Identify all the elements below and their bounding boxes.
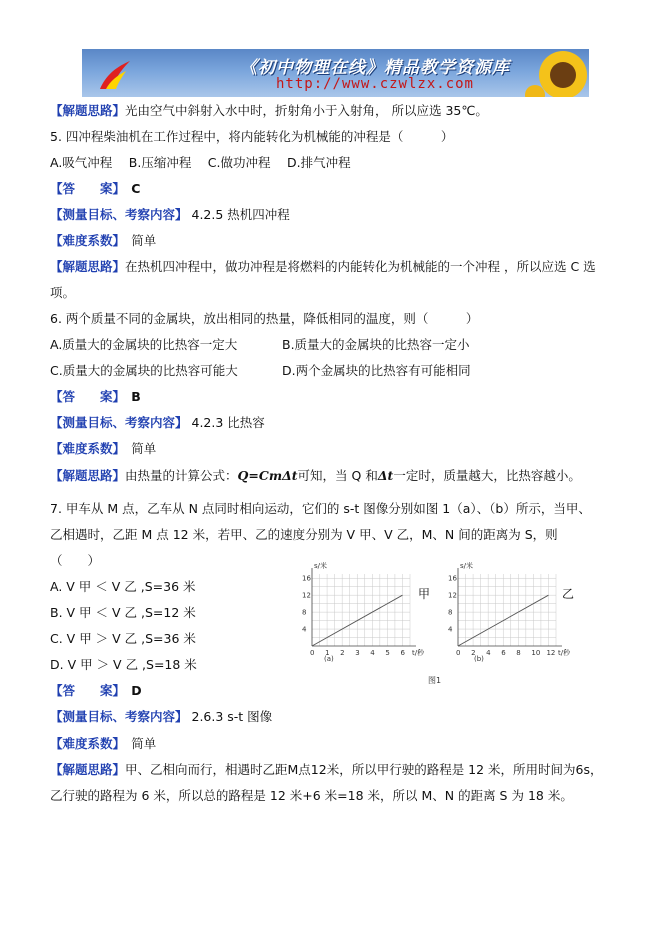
chart-b-x-tick: 10 [531,649,541,657]
chart-b-sub: (b) [474,655,484,663]
chart-a-y-tick: 4 [302,625,307,634]
chart-b-x-tick: 0 [456,649,461,657]
logo-icon [96,55,136,93]
q7-explanation-cont: 乙行驶的路程为 6 米，所以总的路程是 12 米+6 米=18 米，所以 M、N 的距离 S 为 18 米。 [50,788,573,803]
q7-explanation: 【解题思路】甲、乙相向而行，相遇时乙距M点12米，所以甲行驶的路程是 12 米，所用时间为6s， [50,762,603,777]
chart-b-x-tick: 4 [486,649,491,657]
chart-a-y-tick: 16 [302,574,311,583]
chart-a-label: 甲 [418,587,431,601]
chart-a-x-tick: 4 [370,649,375,657]
chart-b-x-tick: 8 [516,649,521,657]
q5-answer: 【答 案】 C [50,181,141,196]
q7-stem-3: （ ） [50,553,101,568]
q5-difficulty: 【难度系数】 简单 [50,233,157,248]
q6-stem: 6. 两个质量不同的金属块，放出相同的热量，降低相同的温度，则（ ） [50,311,479,326]
header-banner [82,49,589,97]
q7-target: 【测量目标、考察内容】 2.6.3 s-t 图像 [50,709,273,724]
chart-a-sub: (a) [324,655,334,663]
q6-explanation: 【解题思路】由热量的计算公式：Q=CmΔt可知，当 Q 和Δt一定时，质量越大，比热容越小。 [50,468,581,483]
chart-b-x-label: t/秒 [558,649,571,657]
q7-stem-2: 乙相遇时，乙距 M 点 12 米，若甲、乙的速度分别为 V 甲、V 乙，M、N 间的距离为 S，则 [50,527,558,542]
q5-explanation: 【解题思路】在热机四冲程中，做功冲程是将燃料的内能转化为机械能的一个冲程 ，所以应选 C 选 [50,259,596,274]
banner-url[interactable]: http://www.czwlzx.com [275,76,474,92]
q7-difficulty: 【难度系数】 简单 [50,736,157,751]
q6-target: 【测量目标、考察内容】 4.2.3 比热容 [50,415,265,430]
q7-answer: 【答 案】 D [50,683,142,698]
chart-b-x-tick: 2 [471,649,476,657]
chart-a [302,561,425,657]
q7-option-a: A. V 甲 ＜ V 乙 ,S=36 米 [50,579,196,594]
q6-difficulty: 【难度系数】 简单 [50,441,157,456]
chart-a-x-tick: 6 [400,649,405,657]
sunflower-icon [525,49,589,97]
chart-b-y-label: s/米 [460,562,474,570]
q7-option-c: C. V 甲 ＞ V 乙 ,S=36 米 [50,631,196,646]
chart-b [448,561,571,657]
chart-b-label: 乙 [562,587,575,601]
q6-option-b: B.质量大的金属块的比热容一定小 [282,337,470,352]
chart-a-x-tick: 2 [340,649,345,657]
q5-options: A.吸气冲程 B.压缩冲程 C.做功冲程 D.排气冲程 [50,155,351,170]
chart-b-y-tick: 8 [448,608,453,617]
q6-option-c: C.质量大的金属块的比热容可能大 [50,363,238,378]
chart-a-x-tick: 5 [385,649,390,657]
q5-explanation-cont: 项。 [50,285,76,300]
banner-title: 《初中物理在线》精品教学资源库 [240,58,510,78]
q5-stem: 5. 四冲程柴油机在工作过程中，将内能转化为机械能的冲程是（ ） [50,129,454,144]
chart-a-y-tick: 12 [302,591,311,600]
q5-target: 【测量目标、考察内容】 4.2.5 热机四冲程 [50,207,290,222]
chart-a-x-tick: 0 [310,649,315,657]
chart-a-y-tick: 8 [302,608,307,617]
chart-b-x-tick: 12 [546,649,556,657]
heat-formula: Q=CmΔt [237,468,298,483]
chart-a-y-label: s/米 [314,562,328,570]
figure-caption: 图1 [428,676,442,685]
q7-option-d: D. V 甲 ＞ V 乙 ,S=18 米 [50,657,197,672]
chart-b-y-tick: 4 [448,625,453,634]
chart-a-x-label: t/秒 [412,649,425,657]
q4-explanation: 【解题思路】光由空气中斜射入水中时，折射角小于入射角， 所以应选 35℃。 [50,103,488,118]
chart-b-y-tick: 12 [448,591,457,600]
q7-option-b: B. V 甲 ＜ V 乙 ,S=12 米 [50,605,196,620]
q7-stem-1: 7. 甲车从 M 点，乙车从 N 点同时相向运动，它们的 s-t 图像分别如图 1（a）、（b）所示，当甲、 [50,501,591,516]
q6-option-d: D.两个金属块的比热容有可能相同 [282,363,471,378]
q6-option-a: A.质量大的金属块的比热容一定大 [50,337,238,352]
chart-a-x-tick: 1 [325,649,330,657]
chart-b-y-tick: 16 [448,574,457,583]
chart-b-x-tick: 6 [501,649,506,657]
figure-1 [290,556,590,686]
chart-a-x-tick: 3 [355,649,360,657]
q6-answer: 【答 案】 B [50,389,141,404]
